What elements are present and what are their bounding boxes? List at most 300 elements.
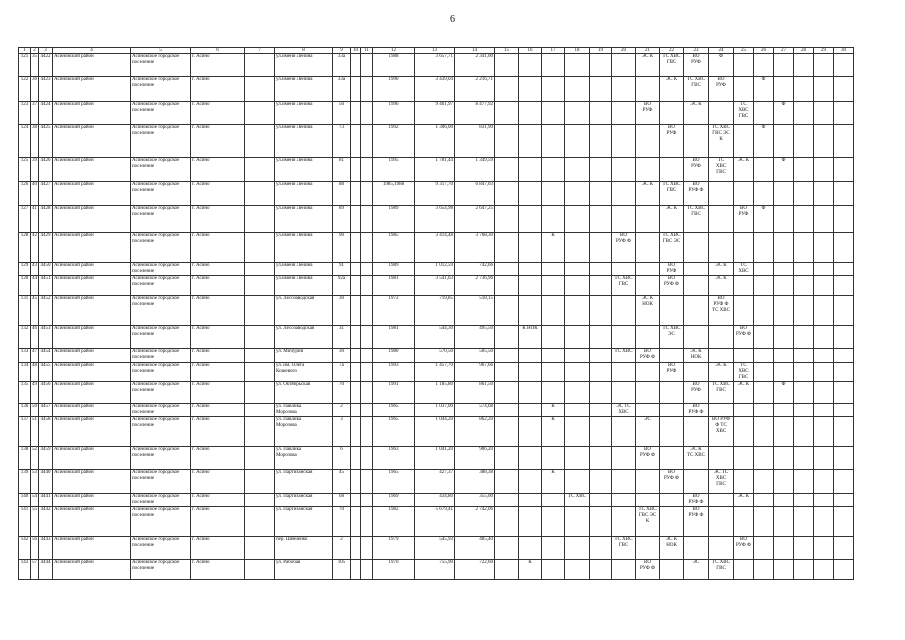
table-cell: ВО РУФ Ф (636, 447, 660, 470)
table-cell (495, 447, 519, 470)
table-cell: 355,00 (455, 494, 495, 507)
table-cell: 52 (31, 447, 39, 470)
table-cell (709, 404, 734, 417)
table-cell: 4426 (39, 158, 53, 182)
table-cell (245, 470, 275, 494)
table-cell (814, 102, 834, 125)
table-cell (495, 54, 519, 77)
table-cell (565, 77, 590, 102)
table-cell: Ф (754, 125, 774, 158)
table-cell: г. Асино (191, 494, 245, 507)
column-number: 23 (684, 48, 709, 54)
table-cell: ул.имени Ленина (275, 263, 333, 276)
table-cell (774, 507, 794, 537)
table-cell: Асиновский район (53, 349, 131, 363)
table-cell (774, 182, 794, 206)
table-cell (754, 494, 774, 507)
table-cell: ВО РУФ Ф (636, 349, 660, 363)
table-cell (636, 470, 660, 494)
table-cell (361, 382, 373, 404)
table-cell (794, 470, 814, 494)
table-cell: г. Асино (191, 158, 245, 182)
table-cell: 92а (333, 276, 351, 296)
table-cell (734, 447, 754, 470)
table-cell (361, 417, 373, 447)
table-row (19, 125, 854, 158)
table-cell (245, 158, 275, 182)
table-cell: 1 044,20 (415, 417, 455, 447)
table-cell: ЭС (636, 417, 660, 447)
table-cell (565, 417, 590, 447)
table-cell: 70 (333, 382, 351, 404)
table-cell: ТС ХВС ГВС (709, 158, 734, 182)
table-cell (794, 382, 814, 404)
table-cell (590, 494, 612, 507)
table-cell (519, 54, 542, 77)
table-row (19, 537, 854, 560)
table-cell: ЭС К (709, 276, 734, 296)
table-cell: 31 (333, 326, 351, 349)
table-cell (754, 102, 774, 125)
table-cell: Асиновское городское поселение (131, 233, 191, 263)
table-cell (361, 560, 373, 580)
table-cell (612, 182, 636, 206)
table-cell: К (542, 470, 565, 494)
table-cell (754, 363, 774, 382)
table-cell (794, 507, 814, 537)
table-cell (834, 158, 854, 182)
table-cell: ул. Лесозаводская (275, 296, 333, 326)
table-cell (754, 447, 774, 470)
table-cell: 4429 (39, 233, 53, 263)
table-cell: ул.имени Ленина (275, 182, 333, 206)
table-cell: 3 541,63 (415, 276, 455, 296)
table-cell (245, 276, 275, 296)
table-cell (794, 349, 814, 363)
table-cell (565, 296, 590, 326)
table-cell (774, 206, 794, 233)
table-cell: 1989 (373, 206, 415, 233)
table-cell: 122 (19, 77, 31, 102)
table-row (19, 296, 854, 326)
table-cell (361, 182, 373, 206)
table-cell (590, 507, 612, 537)
table-cell: г. Асино (191, 326, 245, 349)
table-cell: г. Асино (191, 182, 245, 206)
table-cell: ТС ХВС ГВС ЭС К (636, 507, 660, 537)
table-cell: 1970 (373, 560, 415, 580)
table-cell (542, 263, 565, 276)
table-cell (794, 158, 814, 182)
table-cell (590, 417, 612, 447)
column-number: 29 (814, 48, 834, 54)
column-number: 19 (590, 48, 612, 54)
table-cell (612, 102, 636, 125)
table-cell (542, 560, 565, 580)
table-cell (709, 326, 734, 349)
table-cell: г. Асино (191, 507, 245, 537)
table-cell (245, 560, 275, 580)
table-cell (542, 54, 565, 77)
table-cell (565, 363, 590, 382)
table-cell (361, 326, 373, 349)
table-cell (709, 102, 734, 125)
table-cell: 44 (31, 276, 39, 296)
table-cell (519, 363, 542, 382)
table-cell (684, 326, 709, 349)
table-cell (590, 326, 612, 349)
table-cell (519, 263, 542, 276)
table-cell: 39 (31, 158, 39, 182)
table-cell: Асиновское городское поселение (131, 206, 191, 233)
table-cell: Асиновский район (53, 404, 131, 417)
table-cell: 4425 (39, 125, 53, 158)
column-number: 2 (31, 48, 39, 54)
table-cell (709, 537, 734, 560)
table-cell (612, 363, 636, 382)
table-cell: ЭС К НОК (636, 296, 660, 326)
table-cell (636, 206, 660, 233)
table-cell: ЭС К (684, 102, 709, 125)
table-cell (351, 276, 361, 296)
table-cell: 124 (19, 125, 31, 158)
table-cell (351, 233, 361, 263)
table-cell: 3 439,04 (415, 77, 455, 102)
table-cell (612, 326, 636, 349)
table-cell (814, 125, 834, 158)
table-cell (590, 102, 612, 125)
table-cell: ТС ХВС ГВС ЭС К (709, 125, 734, 158)
table-cell (351, 182, 361, 206)
table-cell (814, 182, 834, 206)
table-cell (754, 296, 774, 326)
table-cell: Асиновское городское поселение (131, 102, 191, 125)
table-row (19, 363, 854, 382)
table-cell: ВО РУФ (734, 206, 754, 233)
table-cell: г. Асино (191, 263, 245, 276)
table-cell (814, 233, 834, 263)
table-cell: Асиновский район (53, 447, 131, 470)
table-cell: 137 (19, 417, 31, 447)
table-cell: 68 (333, 494, 351, 507)
table-cell (351, 263, 361, 276)
table-cell (565, 326, 590, 349)
table-cell (660, 417, 684, 447)
table-cell: 48 (31, 363, 39, 382)
table-cell (660, 560, 684, 580)
table-cell: г. Асино (191, 296, 245, 326)
table-cell (660, 494, 684, 507)
table-cell: Асиновский район (53, 363, 131, 382)
table-cell: 1 012,59 (415, 263, 455, 276)
table-cell (612, 560, 636, 580)
table-cell: 45 (333, 470, 351, 494)
table-cell (612, 158, 636, 182)
table-cell: 36 (31, 77, 39, 102)
table-cell (660, 447, 684, 470)
table-cell (245, 125, 275, 158)
table-cell: 53 (31, 470, 39, 494)
table-cell: 544,30 (415, 326, 455, 349)
table-cell: 1981 (373, 326, 415, 349)
table-cell: 4455 (39, 363, 53, 382)
table-cell: ВО РУФ (636, 102, 660, 125)
table-cell: г. Асино (191, 382, 245, 404)
table-cell: 55 (31, 507, 39, 537)
table-cell (636, 382, 660, 404)
table-cell (565, 263, 590, 276)
table-cell: 1980 (373, 349, 415, 363)
table-cell: ЭС К ТС ХВС (684, 447, 709, 470)
table-cell: ул. Партизанская (275, 494, 333, 507)
table-cell (660, 507, 684, 537)
table-cell: Ф (774, 158, 794, 182)
table-cell (519, 102, 542, 125)
table-cell: ЭС К НОК (660, 537, 684, 560)
table-cell (495, 263, 519, 276)
table-cell (542, 494, 565, 507)
table-cell (774, 560, 794, 580)
table-cell (590, 447, 612, 470)
table-cell (754, 560, 774, 580)
table-cell: 722,60 (455, 560, 495, 580)
column-number: 6 (191, 48, 245, 54)
table-cell: Ф (754, 206, 774, 233)
table-cell (495, 363, 519, 382)
table-cell: 129 (19, 263, 31, 276)
table-cell: г. Асино (191, 54, 245, 77)
table-cell (495, 470, 519, 494)
table-cell: 88 (333, 182, 351, 206)
table-cell (660, 102, 684, 125)
table-cell: 47 (31, 349, 39, 363)
table-cell (542, 125, 565, 158)
table-cell (794, 263, 814, 276)
table-cell (794, 537, 814, 560)
table-cell (245, 233, 275, 263)
table-cell (709, 507, 734, 537)
table-cell (834, 263, 854, 276)
table-cell (734, 233, 754, 263)
table-cell: ТС ХВС ГВС (734, 363, 754, 382)
table-cell (814, 382, 834, 404)
table-cell (774, 470, 794, 494)
table-cell: ТС ХВС (565, 494, 590, 507)
column-number: 17 (542, 48, 565, 54)
table-cell: ЭС (684, 560, 709, 580)
table-cell (495, 125, 519, 158)
table-cell: 4459 (39, 447, 53, 470)
table-cell (542, 326, 565, 349)
table-cell (590, 276, 612, 296)
table-cell (519, 417, 542, 447)
table-cell: г. Асино (191, 560, 245, 580)
table-cell: 1985 (373, 233, 415, 263)
table-cell: 90 (333, 233, 351, 263)
table-cell: 1963 (373, 447, 415, 470)
table-cell: г. Асино (191, 363, 245, 382)
table-cell: 4443 (39, 537, 53, 560)
table-cell: 505,50 (455, 349, 495, 363)
table-cell: Асиновский район (53, 158, 131, 182)
table-cell: Ф (754, 77, 774, 102)
table-cell (754, 470, 774, 494)
table-cell: 125 (19, 158, 31, 182)
table-cell (542, 102, 565, 125)
table-cell: 1992 (373, 125, 415, 158)
table-cell (794, 125, 814, 158)
table-cell: 50 (31, 404, 39, 417)
column-number: 3 (39, 48, 53, 54)
table-cell (590, 125, 612, 158)
table-cell (565, 447, 590, 470)
table-cell: г. Асино (191, 102, 245, 125)
table-cell: 485,40 (455, 537, 495, 560)
table-cell (709, 494, 734, 507)
table-cell (590, 382, 612, 404)
table-cell: 755,90 (415, 560, 455, 580)
table-cell: 1993 (373, 363, 415, 382)
table-cell (590, 537, 612, 560)
table-cell: ул. Павлика Морозова (275, 417, 333, 447)
table-cell (361, 233, 373, 263)
column-number: 8 (275, 48, 333, 54)
table-cell: ул. Мичурин (275, 349, 333, 363)
table-cell (814, 417, 834, 447)
table-cell: 1991 (373, 382, 415, 404)
column-number: 18 (565, 48, 590, 54)
table-cell (814, 296, 834, 326)
table-cell (754, 276, 774, 296)
table-cell (636, 404, 660, 417)
table-cell: 1965 (373, 470, 415, 494)
table-row (19, 276, 854, 296)
table-row (19, 404, 854, 417)
table-cell: 570,50 (415, 349, 455, 363)
table-cell (774, 77, 794, 102)
table-cell (774, 276, 794, 296)
table-cell: Асиновский район (53, 382, 131, 404)
table-cell (495, 507, 519, 537)
table-cell: Асиновский район (53, 54, 131, 77)
table-cell (542, 537, 565, 560)
table-cell (361, 447, 373, 470)
table-cell: ВО РУФ Ф ТС ХВС (709, 417, 734, 447)
table-cell: 967,66 (455, 363, 495, 382)
table-cell (814, 363, 834, 382)
table-cell: 1 037,00 (415, 404, 455, 417)
table-cell (684, 417, 709, 447)
table-cell (754, 54, 774, 77)
table-cell (361, 537, 373, 560)
table-cell (814, 276, 834, 296)
table-cell (834, 54, 854, 77)
table-cell: Асиновское городское поселение (131, 326, 191, 349)
column-number: 24 (709, 48, 734, 54)
table-cell: 4428 (39, 206, 53, 233)
table-cell (814, 77, 834, 102)
table-row (19, 326, 854, 349)
table-cell: Асиновское городское поселение (131, 417, 191, 447)
table-cell (660, 158, 684, 182)
table-cell (519, 77, 542, 102)
table-cell: ВО РУФ Ф (660, 470, 684, 494)
table-cell: 6 (333, 447, 351, 470)
table-cell: 57 (31, 560, 39, 580)
table-cell (734, 54, 754, 77)
table-cell: ВО РУФ Ф (636, 560, 660, 580)
table-cell (590, 182, 612, 206)
table-cell (684, 125, 709, 158)
table-cell: 906,20 (455, 447, 495, 470)
table-row (19, 233, 854, 263)
table-cell (834, 417, 854, 447)
table-cell: 4444 (39, 560, 53, 580)
table-cell (351, 349, 361, 363)
table-cell: ВО РУФ Ф ТС ХВС (709, 296, 734, 326)
table-cell (834, 404, 854, 417)
table-cell (351, 102, 361, 125)
table-cell: 132 (19, 326, 31, 349)
table-cell (684, 263, 709, 276)
table-cell (684, 363, 709, 382)
table-cell (351, 158, 361, 182)
table-cell: 3 654,98 (415, 206, 455, 233)
table-cell: 2 647,25 (455, 206, 495, 233)
table-cell: ВО РУФ Ф (684, 404, 709, 417)
table-cell (495, 417, 519, 447)
table-cell: Асиновский район (53, 296, 131, 326)
table-cell (834, 233, 854, 263)
table-cell: ВО РУФ Ф (612, 233, 636, 263)
table-cell: К (542, 404, 565, 417)
table-cell (351, 470, 361, 494)
table-cell (361, 54, 373, 77)
table-cell (245, 363, 275, 382)
table-cell (612, 77, 636, 102)
table-cell (794, 54, 814, 77)
table-cell (495, 382, 519, 404)
table-cell: 4454 (39, 349, 53, 363)
table-cell (814, 158, 834, 182)
table-cell: ТС ХВС ГВС (684, 206, 709, 233)
column-number: 16 (519, 48, 542, 54)
table-cell: 1 185,80 (415, 382, 455, 404)
table-cell: 4427 (39, 182, 53, 206)
table-cell: 43 (31, 263, 39, 276)
table-cell (351, 296, 361, 326)
table-cell (565, 349, 590, 363)
table-cell (774, 125, 794, 158)
table-cell (565, 537, 590, 560)
table-cell: 3 (333, 417, 351, 447)
table-cell (684, 296, 709, 326)
table-cell (519, 507, 542, 537)
table-cell: 143 (19, 560, 31, 580)
table-row (19, 494, 854, 507)
table-cell: г. Асино (191, 206, 245, 233)
column-number: 25 (734, 48, 754, 54)
table-cell: 105 (333, 560, 351, 580)
table-cell: 45 (31, 296, 39, 326)
table-cell (834, 363, 854, 382)
table-cell: 4451 (39, 276, 53, 296)
table-cell: ТС ХВС ГВС (709, 560, 734, 580)
table-cell (542, 447, 565, 470)
table-cell: 8 477,92 (455, 102, 495, 125)
table-cell (245, 494, 275, 507)
table-cell: ЭС К (636, 182, 660, 206)
